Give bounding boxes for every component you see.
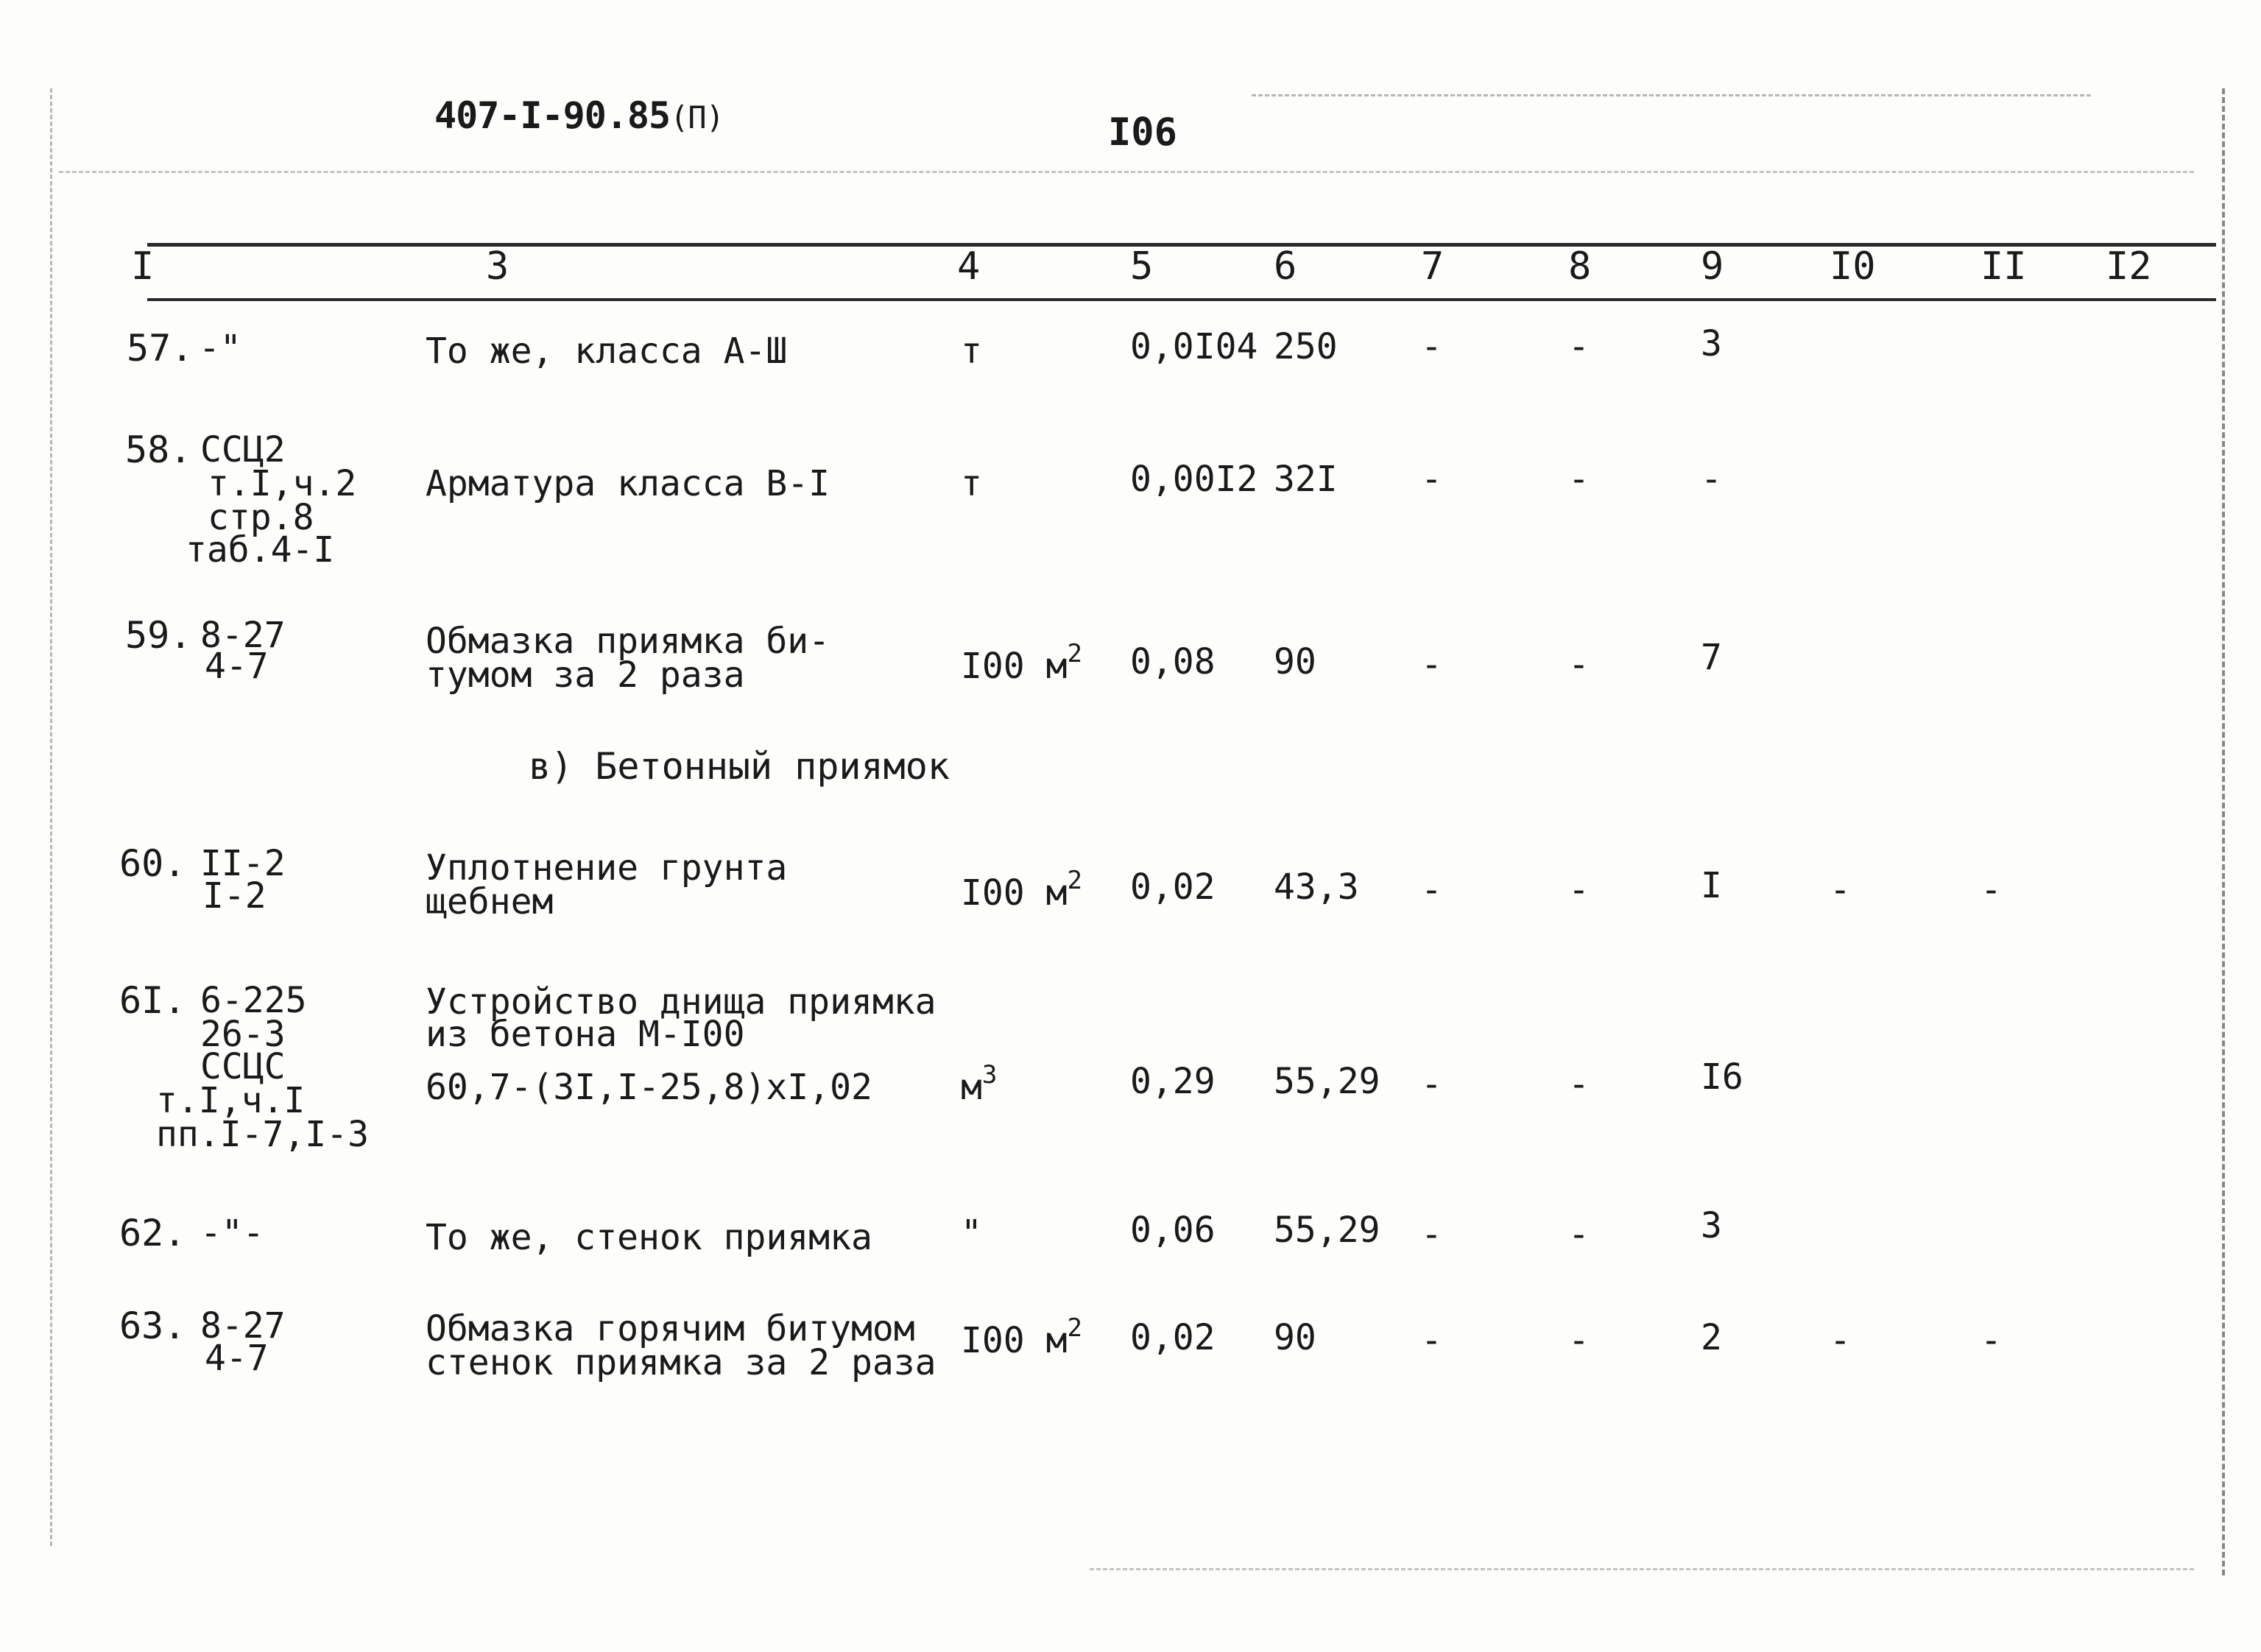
row-60-ref-2: I-2 (202, 875, 267, 917)
column-header-5: 5 (1130, 244, 1154, 289)
row-59-col5: 0,08 (1130, 641, 1216, 682)
row-59-col7: - (1421, 644, 1442, 685)
row-60-col5: 0,02 (1130, 866, 1216, 908)
row-63-unit: I00 $м^2$ (961, 1313, 1082, 1361)
row-61-name-1: Устройство днища приямка (426, 981, 937, 1023)
row-63-name-2: стенок приямка за 2 раза (426, 1342, 937, 1383)
row-57-col5: 0,0I04 (1130, 326, 1258, 367)
row-58-number: 58. (125, 428, 192, 471)
row-58-col6: 32I (1274, 459, 1338, 500)
document-code-suffix: (П) (670, 99, 724, 135)
row-60-number: 60. (119, 842, 186, 885)
row-63-col10: - (1830, 1320, 1851, 1361)
page-edge-left (50, 88, 55, 1546)
row-58-col9: - (1701, 459, 1722, 500)
row-62-col7: - (1421, 1214, 1442, 1255)
column-header-9: 9 (1701, 244, 1724, 289)
row-59-number: 59. (125, 614, 192, 657)
row-57-col9: 3 (1701, 323, 1722, 364)
row-63-col5: 0,02 (1130, 1317, 1216, 1358)
row-60-name-1: Уплотнение грунта (426, 847, 788, 889)
row-63-col11: - (1980, 1320, 2002, 1361)
row-60-col9: I (1701, 865, 1722, 906)
document-code-main: 407-I-90.85 (434, 94, 671, 137)
row-63-col7: - (1421, 1320, 1442, 1361)
bottom-dashed-rule (1090, 1568, 2194, 1570)
row-60-col11: - (1980, 869, 2002, 911)
row-63-col8: - (1568, 1320, 1590, 1361)
row-57-col7: - (1421, 326, 1442, 367)
header-dashed-rule (59, 171, 2194, 173)
row-59-name-1: Обмазка приямка би- (426, 621, 830, 662)
column-header-3: 3 (486, 244, 509, 289)
row-62-col6: 55,29 (1274, 1210, 1380, 1251)
row-57-col8: - (1568, 326, 1590, 367)
row-58-ref-3: стр.8 (208, 497, 314, 538)
row-58-col7: - (1421, 459, 1442, 500)
row-61-name-2: из бетона М-I00 (426, 1014, 745, 1055)
row-58-ref-1: ССЦ2 (200, 429, 286, 470)
row-58-unit: т (961, 463, 982, 504)
table-header-top-line (147, 243, 2216, 247)
row-57-number: 57. (127, 327, 194, 370)
page-number: I06 (1108, 110, 1177, 155)
row-63-ref-2: 4-7 (205, 1338, 269, 1379)
row-63-col6: 90 (1274, 1317, 1316, 1358)
column-header-11: II (1980, 244, 2027, 289)
row-61-ref-1: 6-225 (200, 980, 307, 1021)
row-61-col6: 55,29 (1274, 1061, 1380, 1102)
row-58-col5: 0,00I2 (1130, 459, 1258, 500)
row-61-ref-3: ССЦС (200, 1046, 286, 1087)
row-57-unit: т (961, 331, 982, 372)
row-62-col8: - (1568, 1214, 1590, 1255)
column-header-1: I (131, 244, 155, 289)
row-57-col6: 250 (1274, 326, 1338, 367)
row-60-name-2: щебнем (426, 881, 554, 922)
row-58-ref-4: таб.4-I (186, 529, 335, 571)
row-58-ref-2: т.I,ч.2 (208, 463, 357, 504)
row-59-name-2: тумом за 2 раза (426, 654, 745, 696)
row-60-col10: - (1830, 869, 1851, 911)
column-header-7: 7 (1421, 244, 1445, 289)
row-57-name: То же, класса А-Ш (426, 331, 788, 372)
row-61-col9: I6 (1701, 1056, 1743, 1098)
top-dashed-rule (1252, 94, 2091, 96)
row-57-ref: -" (199, 328, 241, 369)
row-62-col9: 3 (1701, 1205, 1722, 1246)
column-header-6: 6 (1274, 244, 1297, 289)
document-code (434, 94, 724, 137)
row-59-col8: - (1568, 644, 1590, 685)
row-61-ref-4: т.I,ч.I (156, 1080, 306, 1121)
row-61-name-3: 60,7-(3I,I-25,8)хI,02 (426, 1067, 872, 1108)
row-62-name: То же, стенок приямка (426, 1217, 872, 1258)
row-62-number: 62. (119, 1212, 186, 1254)
row-58-name: Арматура класса В-I (426, 463, 830, 504)
row-61-col8: - (1568, 1064, 1590, 1105)
row-63-name-1: Обмазка горячим битумом (426, 1308, 915, 1349)
row-60-unit: I00 $м^2$ (961, 866, 1082, 914)
column-header-12: I2 (2106, 244, 2152, 289)
row-60-col7: - (1421, 869, 1442, 911)
row-60-ref-1: II-2 (200, 843, 286, 884)
row-63-col9: 2 (1701, 1317, 1722, 1358)
row-62-ref: -"- (200, 1212, 264, 1254)
row-59-col6: 90 (1274, 641, 1316, 682)
row-59-ref-2: 4-7 (205, 646, 269, 687)
row-61-ref-5: пп.I-7,I-3 (156, 1114, 369, 1155)
row-60-col6: 43,3 (1274, 866, 1359, 908)
row-61-col7: - (1421, 1064, 1442, 1105)
table-header-bottom-line (147, 298, 2216, 301)
column-header-10: I0 (1830, 244, 1876, 289)
column-header-4: 4 (957, 244, 981, 289)
row-61-unit: $м^3$ (961, 1060, 998, 1108)
row-63-ref-1: 8-27 (200, 1305, 286, 1346)
row-58-col8: - (1568, 459, 1590, 500)
row-61-col5: 0,29 (1130, 1061, 1216, 1102)
page-edge-right (2222, 88, 2228, 1575)
row-59-col9: 7 (1701, 637, 1722, 678)
row-62-unit: " (961, 1212, 982, 1254)
row-61-number: 6I. (119, 979, 186, 1022)
row-61-ref-2: 26-3 (200, 1014, 286, 1055)
row-63-number: 63. (119, 1305, 186, 1347)
row-59-ref-1: 8-27 (200, 615, 286, 656)
row-62-col5: 0,06 (1130, 1210, 1216, 1251)
column-header-8: 8 (1568, 244, 1592, 289)
row-59-unit: I00 $м^2$ (961, 639, 1082, 687)
section-title-concrete-pit: в) Бетонный приямок (529, 745, 950, 788)
row-60-col8: - (1568, 869, 1590, 911)
